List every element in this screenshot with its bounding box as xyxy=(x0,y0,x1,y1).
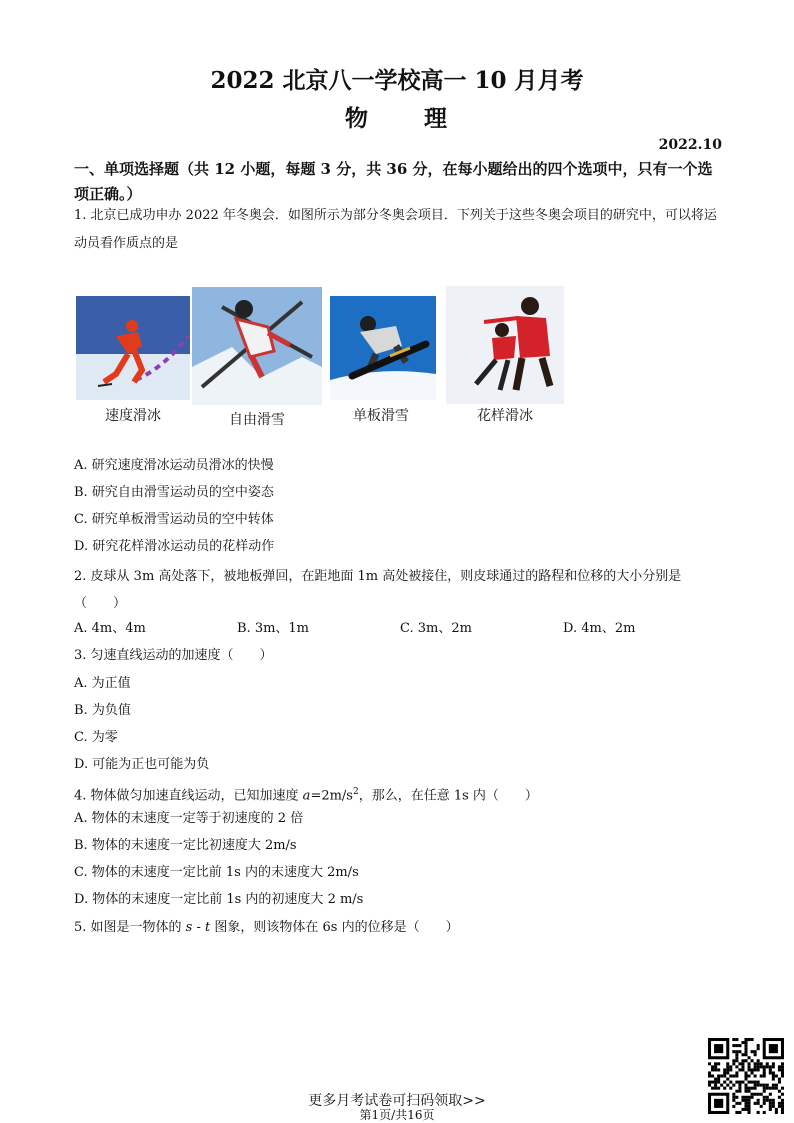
q2-option-d: D. 4m、2m xyxy=(563,621,636,636)
q1-option-a: A. 研究速度滑冰运动员滑冰的快慢 xyxy=(74,458,274,473)
subject-title xyxy=(0,100,794,133)
q2-option-a: A. 4m、4m xyxy=(74,621,146,636)
page-number: 第1页/共16页 xyxy=(359,1108,435,1122)
caption-freestyle-skiing: 自由滑雪 xyxy=(229,412,285,428)
q4-option-d: D. 物体的末速度一定比前 1s 内的初速度大 2 m/s xyxy=(74,892,364,907)
snowboarding-photo xyxy=(330,296,436,400)
subject-char-1: 物 xyxy=(344,105,370,132)
subject-char-2: 理 xyxy=(424,105,449,132)
q4-stem-pre: 4. 物体做匀加速直线运动，已知加速度 xyxy=(74,788,303,804)
q4-option-b: B. 物体的末速度一定比初速度大 2m/s xyxy=(74,838,297,853)
q4-option-c: C. 物体的末速度一定比前 1s 内的末速度大 2m/s xyxy=(74,865,359,880)
exam-date: 2022.10 xyxy=(658,137,722,153)
question-5-stem xyxy=(74,917,459,939)
question-3-stem: 3. 匀速直线运动的加速度（ ） xyxy=(74,648,273,663)
q4-stem-post: ，那么，在任意 1s 内（ ） xyxy=(358,788,538,804)
question-2-stem: 2. 皮球从 3m 高处落下，被地板弹回，在距地面 1m 高处被接住，则皮球通过的路程和位移的大小分别是（ ） xyxy=(74,569,682,611)
figure-skating-photo xyxy=(446,286,564,404)
q2-option-c: C. 3m、2m xyxy=(400,621,472,636)
q4-option-a: A. 物体的末速度一定等于初速度的 2 倍 xyxy=(74,811,304,826)
q5-stem-pre: 5. 如图是一物体的 xyxy=(74,920,186,935)
q4-stem-mid: =2m/s xyxy=(310,788,353,804)
q1-option-d: D. 研究花样滑冰运动员的花样动作 xyxy=(74,539,275,554)
freestyle-skiing-photo xyxy=(192,287,322,405)
footer-promo: 更多月考试卷可扫码领取>> xyxy=(308,1093,486,1109)
q4-var-a: a xyxy=(302,788,311,804)
section-heading: 一、单项选择题（共 12 小题，每题 3 分，共 36 分，在每小题给出的四个选项中，只有一个选项正确。） xyxy=(74,160,713,203)
q1-option-c: C. 研究单板滑雪运动员的空中转体 xyxy=(74,512,274,527)
question-4-stem xyxy=(74,781,538,807)
q2-option-b: B. 3m、1m xyxy=(237,621,310,636)
q5-stem-post: 图象，则该物体在 6s 内的位移是（ ） xyxy=(210,920,459,935)
caption-snowboarding: 单板滑雪 xyxy=(353,408,409,424)
q5-dash: - xyxy=(192,920,206,935)
q3-option-b: B. 为负值 xyxy=(74,703,131,718)
caption-figure-skating: 花样滑冰 xyxy=(477,408,533,424)
q3-option-a: A. 为正值 xyxy=(74,676,131,691)
q1-option-b: B. 研究自由滑雪运动员的空中姿态 xyxy=(74,485,274,500)
q5-var-s: s xyxy=(185,920,193,935)
speed-skating-photo xyxy=(76,296,190,400)
q5-var-t: t xyxy=(205,920,211,935)
question-1-stem: 1. 北京已成功申办 2022 年冬奥会．如图所示为部分冬奥会项目．下列关于这些冬奥会项目的研究中，可以将运动员看作质点的是 xyxy=(74,208,717,251)
caption-speed-skating: 速度滑冰 xyxy=(105,408,161,424)
exam-title: 2022 北京八一学校高一 10 月月考 xyxy=(210,67,584,94)
q3-option-d: D. 可能为正也可能为负 xyxy=(74,757,210,772)
q4-stem-sup: 2 xyxy=(352,787,359,797)
q3-option-c: C. 为零 xyxy=(74,730,118,745)
q2-options-row xyxy=(74,618,726,640)
